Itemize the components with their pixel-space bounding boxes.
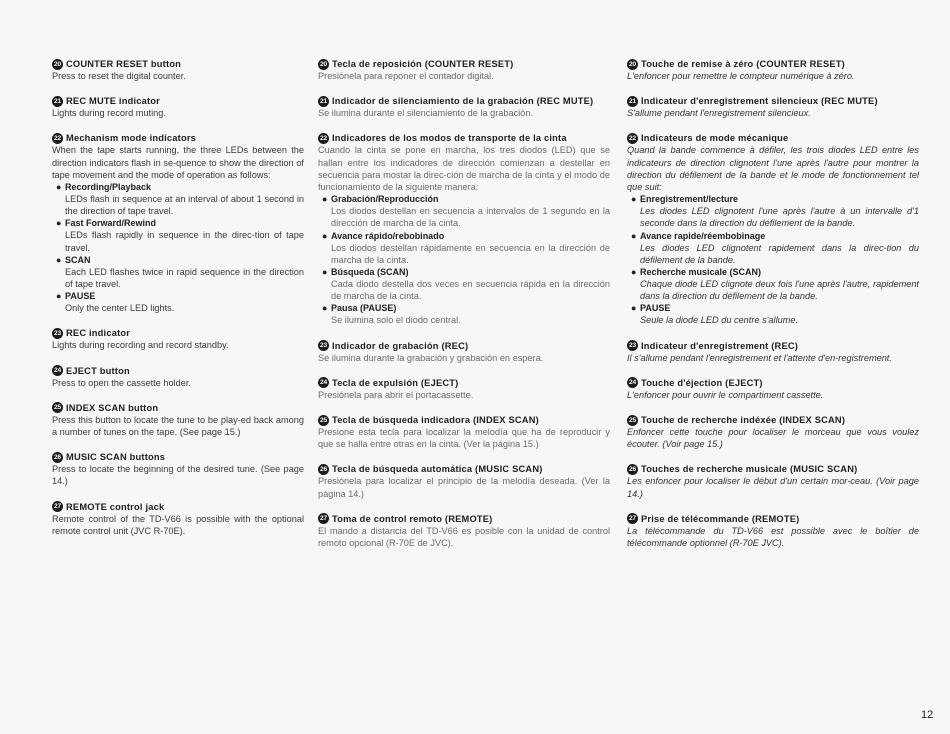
sub-item: [52, 217, 304, 253]
item-25: [52, 402, 304, 438]
sub-item: [627, 302, 919, 326]
item-25: [627, 414, 919, 450]
item-description: Quand la bande commence à défiler, les trois diodes LED entre les indicateurs de direction clignotent l'une après l'autre pour montrer la direction du défilement de la bande et le mode de fonctionnement tel que suit:: [627, 145, 919, 193]
sub-item: [52, 254, 304, 290]
item-heading: [627, 414, 919, 426]
item-20: [318, 58, 610, 82]
sub-item-content: [640, 230, 919, 266]
item-description: Cuando la cinta se pone en marcha, los tres diodos (LED) que se hallan entre los indicadores de dirección comienzan a destellar en secuencia para mostar la direc-ción de marcha de la cinta y el modo de funcionamiento de la siguiente manera:: [318, 145, 610, 193]
item-title: Indicador de silenciamiento de la grabación (REC MUTE): [332, 96, 594, 107]
item-title: Indicateur d'enregistrement (REC): [641, 340, 799, 351]
item-number-icon: 25: [52, 402, 63, 413]
item-number-icon: 27: [52, 501, 63, 512]
item-number-icon: 22: [627, 133, 638, 144]
sub-item-title: PAUSE: [65, 291, 96, 302]
item-title: Tecla de búsqueda automática (MUSIC SCAN): [332, 464, 543, 475]
item-23: [627, 340, 919, 364]
item-21: [318, 95, 610, 119]
sub-item-title: Enregistrement/lecture: [640, 194, 739, 205]
column-spanish: [318, 58, 610, 562]
item-27: [318, 513, 610, 549]
item-number-icon: 25: [318, 415, 329, 426]
item-title: Prise de télécommande (REMOTE): [641, 513, 800, 524]
item-heading: [52, 132, 304, 144]
item-title: INDEX SCAN button: [66, 402, 159, 413]
sub-item-content: [640, 193, 919, 229]
item-title: Tecla de búsqueda indicadora (INDEX SCAN): [332, 415, 539, 426]
item-heading: [627, 463, 919, 475]
sub-item: [318, 230, 610, 266]
bullet-icon: ●: [56, 291, 62, 302]
bullet-icon: ●: [322, 194, 328, 205]
item-heading: [52, 451, 304, 463]
sub-item-content: [331, 193, 610, 229]
item-heading: [318, 463, 610, 475]
sub-item-text: LEDs flash in sequence at an interval of about 1 second in the direction of tape travel.: [65, 194, 304, 217]
sub-item-content: [65, 217, 304, 253]
sub-item-text: Les diodes LED clignotent rapidement dans la direc-tion du défilement de la bande.: [640, 242, 919, 265]
item-title: MUSIC SCAN buttons: [66, 452, 166, 463]
item-description: Lights during recording and record standby.: [52, 340, 229, 351]
sub-item-content: [65, 254, 304, 290]
item-description: Se ilumina durante la grabación y grabación en espera.: [318, 352, 544, 363]
bullet-icon: ●: [56, 182, 62, 193]
sub-item-content: [331, 266, 610, 302]
item-title: Touche de recherche indéxée (INDEX SCAN): [641, 415, 846, 426]
sub-item-text: Cada diodo destella dos veces en secuencia rápida en la dirección de marcha de la cinta.: [331, 279, 610, 302]
item-24: [318, 377, 610, 401]
sub-item-text: Los diodos destellan rápidamente en secuencia en la dirección de marcha de la cinta.: [331, 242, 610, 265]
sub-item-text: Les diodes LED clignotent l'une après l'autre à un intervalle d'1 seconde dans la direction du défilement de la bande.: [640, 206, 919, 229]
item-description: Press to locate the beginning of the desired tune. (See page 14.): [52, 464, 304, 487]
item-title: Indicadores de los modos de transporte de la cinta: [332, 133, 567, 144]
sub-item-content: [331, 302, 610, 326]
item-22: [318, 132, 610, 326]
bullet-icon: ●: [322, 303, 328, 314]
item-heading: [52, 58, 304, 70]
page-number: 12: [921, 709, 934, 721]
sub-item: [318, 266, 610, 302]
item-number-icon: 21: [318, 96, 329, 107]
sub-item: [627, 230, 919, 266]
item-heading: [52, 95, 304, 107]
item-description: Presione esta tecla para localizar la melodía que ha de reproducir y que se halla entre otras en la cinta. (Ver la página 15.): [318, 427, 610, 450]
item-number-icon: 22: [52, 133, 63, 144]
item-heading: [52, 365, 304, 377]
item-number-icon: 27: [627, 513, 638, 524]
item-number-icon: 27: [318, 513, 329, 524]
sub-item: [627, 193, 919, 229]
item-number-icon: 23: [52, 328, 63, 339]
sub-item: [52, 290, 304, 314]
sub-item-title: SCAN: [65, 254, 91, 265]
item-heading: [52, 402, 304, 414]
item-description: L'enfoncer pour remettre le compteur numérique à zéro.: [627, 71, 855, 81]
item-23: [52, 327, 304, 351]
item-number-icon: 22: [318, 133, 329, 144]
sub-item-title: PAUSE: [640, 303, 671, 314]
sub-item-content: [640, 302, 919, 326]
sub-item: [318, 193, 610, 229]
sub-item: [52, 181, 304, 217]
sub-item-title: Avance rapide/réembobinage: [640, 230, 766, 241]
item-heading: [318, 132, 610, 144]
item-description: Il s'allume pendant l'enregistrement et l'attente d'en-registrement.: [627, 352, 892, 363]
bullet-icon: ●: [631, 303, 637, 314]
item-number-icon: 23: [318, 340, 329, 351]
bullet-icon: ●: [56, 254, 62, 265]
sub-item-text: Se ilumina solo el diodo central.: [331, 315, 461, 326]
item-20: [52, 58, 304, 82]
item-heading: [318, 95, 610, 107]
item-heading: [318, 340, 610, 352]
item-description: Press to reset the digital counter.: [52, 71, 186, 81]
item-number-icon: 24: [627, 377, 638, 388]
item-description: L'enfoncer pour ouvrir le compartiment cassette.: [627, 389, 824, 400]
sub-item-text: Seule la diode LED du centre s'allume.: [640, 315, 799, 326]
item-description: When the tape starts running, the three LEDs between the direction indicators flash in se-quence to show the direction of tape movement and the mode of operation as follows:: [52, 145, 304, 180]
column-english: [52, 58, 304, 550]
item-heading: [52, 327, 304, 339]
item-number-icon: 26: [627, 464, 638, 475]
sub-item-title: Búsqueda (SCAN): [331, 267, 409, 278]
item-title: Touches de recherche musicale (MUSIC SCAN): [641, 464, 858, 475]
sub-item: [627, 266, 919, 302]
item-number-icon: 25: [627, 415, 638, 426]
sub-item-content: [65, 290, 304, 314]
item-heading: [627, 513, 919, 525]
item-description: Enfoncer cette touche pour localiser le morceau que vous voulez écouter. (Voir page 15.): [627, 427, 919, 450]
item-heading: [318, 58, 610, 70]
item-description: Presiónela para localizar el principio de la melodía deseada. (Ver la página 14.): [318, 476, 610, 499]
item-20: [627, 58, 919, 82]
item-27: [627, 513, 919, 549]
item-description: Se ilumina durante el silenciamiento de la grabación.: [318, 108, 534, 119]
sub-item-title: Fast Forward/Rewind: [65, 218, 157, 229]
sub-item-content: [640, 266, 919, 302]
item-22: [52, 132, 304, 314]
item-number-icon: 24: [52, 365, 63, 376]
item-description: El mando a distancia del TD-V66 es posible con la unidad de control remoto opcional (R-70E de JVC).: [318, 525, 610, 549]
sub-item-text: Chaque diode LED clignote deux fois l'une après l'autre, rapidement dans la direction du défilement de la bande.: [640, 279, 919, 302]
sub-item-text: LEDs flash rapidly in sequence in the direc-tion of tape travel.: [65, 230, 304, 253]
item-description: Lights during record muting.: [52, 108, 166, 119]
item-heading: [627, 132, 919, 144]
bullet-icon: ●: [322, 230, 328, 241]
item-title: Touche d'éjection (EJECT): [641, 377, 763, 388]
bullet-icon: ●: [631, 194, 637, 205]
item-heading: [627, 377, 919, 389]
item-title: REC MUTE indicator: [66, 96, 160, 107]
item-title: Mechanism mode indicators: [66, 133, 197, 144]
item-heading: [627, 340, 919, 352]
item-number-icon: 20: [627, 59, 638, 70]
item-title: COUNTER RESET button: [66, 59, 182, 69]
item-heading: [318, 513, 610, 525]
bullet-icon: ●: [631, 230, 637, 241]
sub-item-content: [65, 181, 304, 217]
item-heading: [318, 377, 610, 389]
item-heading: [627, 95, 919, 107]
item-number-icon: 20: [52, 59, 63, 70]
sub-item-title: Recherche musicale (SCAN): [640, 267, 762, 278]
item-heading: [627, 58, 919, 70]
item-description: Remote control of the TD-V66 is possible with the optional remote control unit (JVC R-70E).: [52, 513, 304, 536]
item-26: [52, 451, 304, 487]
item-title: Touche de remise à zéro (COUNTER RESET): [641, 59, 845, 69]
item-description: Presiónela para reponer el contador digital.: [318, 71, 494, 81]
sub-item-text: Los diodos destellan en secuencia a intervalos de 1 segundo en la dirección de marcha de la cinta.: [331, 206, 610, 229]
item-number-icon: 24: [318, 377, 329, 388]
sub-item-title: Grabación/Reproducción: [331, 194, 439, 205]
item-description: Press to open the cassette holder.: [52, 377, 191, 388]
item-heading: [52, 501, 304, 513]
item-25: [318, 414, 610, 450]
item-number-icon: 20: [318, 59, 329, 70]
item-21: [52, 95, 304, 119]
item-number-icon: 26: [318, 464, 329, 475]
item-title: Tecla de reposición (COUNTER RESET): [332, 59, 514, 69]
item-27: [52, 501, 304, 537]
item-22: [627, 132, 919, 326]
sub-item-content: [331, 230, 610, 266]
column-french: [627, 58, 919, 562]
sub-item-text: Each LED flashes twice in rapid sequence in the direction of tape travel.: [65, 266, 304, 290]
item-description: Presiónela para abrir el portacassette.: [318, 389, 474, 400]
item-description: La télécommande du TD-V66 est possible avec le boîtier de télécommande optionnel (R-70E JVC).: [627, 525, 919, 549]
item-number-icon: 21: [627, 96, 638, 107]
item-21: [627, 95, 919, 119]
item-24: [52, 365, 304, 389]
item-number-icon: 23: [627, 340, 638, 351]
item-title: Indicateur d'enregistrement silencieux (REC MUTE): [641, 96, 878, 107]
sub-item-title: Pausa (PAUSE): [331, 303, 397, 314]
item-number-icon: 21: [52, 96, 63, 107]
item-title: Tecla de expulsión (EJECT): [332, 377, 459, 388]
sub-item-text: Only the center LED lights.: [65, 303, 175, 314]
item-description: Press this button to locate the tune to be play-ed back among a number of tunes on the tape. (See page 15.): [52, 414, 304, 438]
item-description: S'allume pendant l'enregistrement silencieux.: [627, 108, 811, 119]
item-heading: [318, 414, 610, 426]
item-23: [318, 340, 610, 364]
sub-item: [318, 302, 610, 326]
sub-item-title: Recording/Playback: [65, 182, 152, 193]
item-title: Indicateurs de mode mécanique: [641, 133, 789, 144]
item-24: [627, 377, 919, 401]
item-26: [627, 463, 919, 499]
item-description: Les enfoncer pour localiser le début d'un certain mor-ceau. (Voir page 14.): [627, 476, 919, 499]
item-number-icon: 26: [52, 452, 63, 463]
item-title: Toma de control remoto (REMOTE): [332, 513, 493, 524]
bullet-icon: ●: [322, 267, 328, 278]
item-title: Indicador de grabación (REC): [332, 340, 469, 351]
item-title: REC indicator: [66, 328, 131, 339]
item-26: [318, 463, 610, 499]
bullet-icon: ●: [56, 218, 62, 229]
item-title: EJECT button: [66, 365, 130, 376]
sub-item-title: Avance rápido/rebobinado: [331, 230, 445, 241]
item-title: REMOTE control jack: [66, 501, 165, 512]
bullet-icon: ●: [631, 267, 637, 278]
